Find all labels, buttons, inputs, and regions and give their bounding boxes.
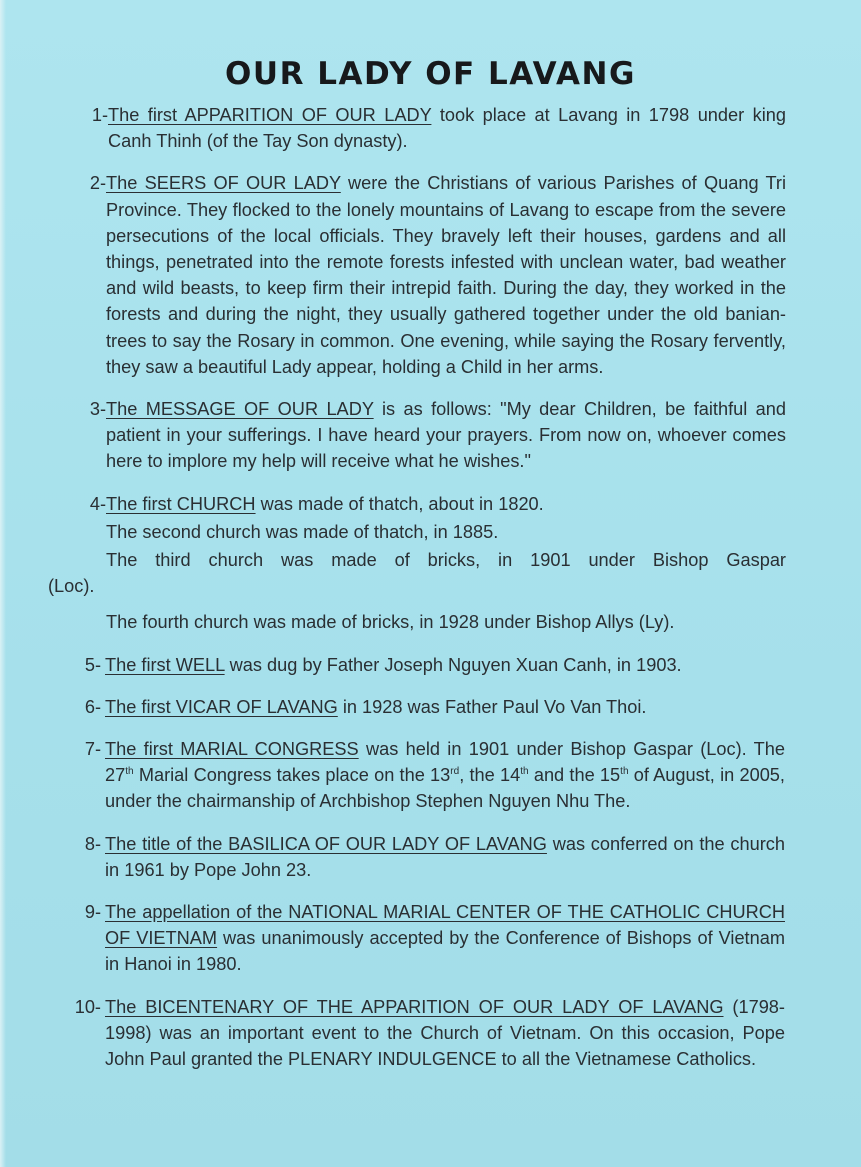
- item-text: in 1928 was Father Paul Vo Van Thoi.: [337, 696, 647, 717]
- item-heading: The MESSAGE OF OUR LADY: [106, 399, 374, 420]
- list-item-2: [0, 170, 861, 380]
- item-text: were the Christians of various Parishes of Quang Tri Province. They flocked to the lonely mountains of Lavang to escape from the severe persecutions of the local officials. They bravely left their houses, gardens and all things, penetrated into the remote forests infested with unclean water, bad weather and wild beasts, to keep firm their intrepid faith. During the day, they worked in the forests and during the night, they usually gathered together under the old banian-trees to say the Rosary in common. One evening, while saying the Rosary fervently, they saw a beautiful Lady appear, holding a Child in her arms.: [106, 173, 786, 377]
- list-item-4: [0, 491, 861, 636]
- item-number: 2-: [89, 173, 106, 194]
- list-item-8: [0, 831, 861, 883]
- ordinal-suffix: th: [620, 766, 629, 778]
- item-text: was unanimously accepted by the Conference of Bishops of Vietnam in Hanoi in 1980.: [105, 928, 785, 975]
- ordinal-suffix: th: [125, 766, 134, 778]
- item-number: 9-: [84, 902, 101, 923]
- item-heading: The first CHURCH: [106, 493, 256, 514]
- item-text: and the 15: [528, 765, 621, 786]
- item-text: was made of thatch, about in 1820.: [255, 493, 544, 514]
- list-item-10: [0, 994, 861, 1073]
- item-number: 5-: [84, 654, 101, 675]
- item-text-line: The second church was made of thatch, in 1885.: [106, 521, 499, 542]
- page-title: OUR LADY OF LAVANG: [225, 56, 636, 92]
- item-heading: The first APPARITION OF OUR LADY: [108, 105, 432, 125]
- item-number: 4-: [89, 493, 106, 514]
- list-item-6: [0, 694, 861, 720]
- item-heading: The first VICAR OF LAVANG: [105, 696, 338, 717]
- item-text: was held in 1901 under Bishop Gaspar (Loc). The 27: [105, 739, 785, 786]
- ordinal-suffix: th: [520, 766, 529, 778]
- item-text-line: (Loc).: [48, 576, 95, 597]
- item-text: , the 14: [459, 765, 521, 786]
- list-item-7: [0, 736, 861, 815]
- item-text-line: The fourth church was made of bricks, in 1928 under Bishop Allys (Ly).: [106, 612, 675, 633]
- item-text: was dug by Father Joseph Nguyen Xuan Canh, in 1903.: [224, 654, 682, 675]
- item-text: (1798-1998) was an important event to the Church of Vietnam. On this occasion, Pope John Paul granted the PLENARY INDULGENCE to all the Vietnamese Catholics.: [105, 996, 785, 1070]
- item-list: [0, 102, 861, 1072]
- item-text-line: The third church was made of bricks, in 1901 under Bishop Gaspar: [106, 550, 786, 571]
- item-text: of August, in 2005, under the chairmanship of Archbishop Stephen Nguyen Nhu The.: [105, 765, 785, 812]
- item-number: 10-: [74, 996, 101, 1017]
- item-number: 6-: [84, 696, 101, 717]
- item-heading: The first MARIAL CONGRESS: [105, 739, 359, 760]
- item-text: was conferred on the church in 1961 by Pope John 23.: [105, 833, 785, 880]
- item-heading: The SEERS OF OUR LADY: [106, 173, 341, 194]
- item-text: took place at Lavang in 1798 under king Canh Thinh (of the Tay Son dynasty).: [108, 105, 786, 152]
- item-number: 1-: [91, 105, 108, 125]
- item-text: Marial Congress takes place on the 13: [133, 765, 451, 786]
- list-item-3: [0, 396, 861, 475]
- item-number: 8-: [84, 833, 101, 854]
- item-heading: The first WELL: [105, 654, 225, 675]
- list-item-9: [0, 899, 861, 978]
- item-heading: The title of the BASILICA OF OUR LADY OF LAVANG: [105, 833, 547, 854]
- item-number: 7-: [84, 739, 101, 760]
- item-text: is as follows: "My dear Children, be faithful and patient in your sufferings. I have heard your prayers. From now on, whoever comes here to implore my help will receive what he wishes.": [106, 399, 787, 472]
- list-item-1: [0, 102, 861, 154]
- item-heading: The appellation of the NATIONAL MARIAL CENTER OF THE CATHOLIC CHURCH OF VIETNAM: [105, 902, 785, 949]
- item-number: 3-: [89, 399, 106, 420]
- ordinal-suffix: rd: [450, 766, 460, 778]
- item-heading: The BICENTENARY OF THE APPARITION OF OUR LADY OF LAVANG: [105, 996, 724, 1017]
- list-item-5: [0, 652, 861, 678]
